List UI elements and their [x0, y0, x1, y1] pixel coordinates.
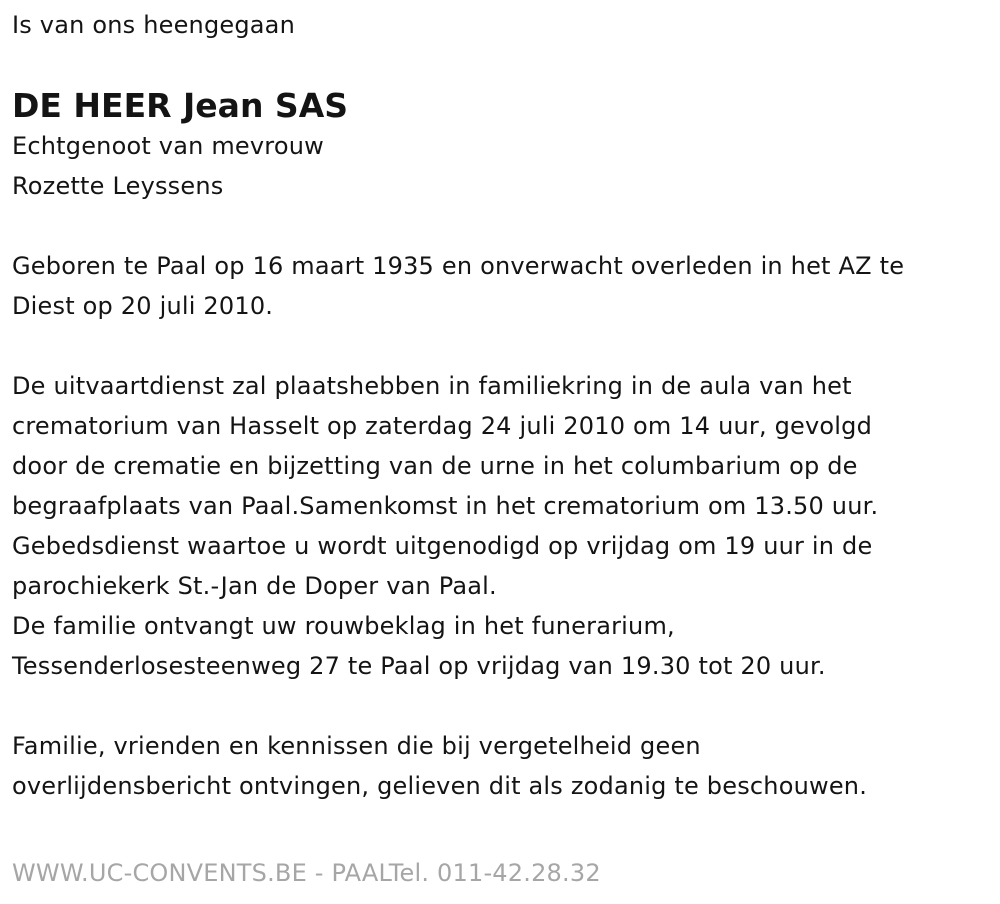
- spacer: [12, 206, 988, 246]
- spouse-block: [12, 126, 988, 206]
- paragraph-line: Gebedsdienst waartoe u wordt uitgenodigd op vrijdag om 19 uur in de: [12, 532, 873, 560]
- birth-death-paragraph: [12, 246, 988, 326]
- paragraph-line: Tessenderlosesteenweg 27 te Paal op vrijdag van 19.30 tot 20 uur.: [12, 652, 826, 680]
- paragraph-line: begraafplaats van Paal.Samenkomst in het crematorium om 13.50 uur.: [12, 492, 879, 520]
- paragraph-line: Familie, vrienden en kennissen die bij vergetelheid geen: [12, 732, 701, 760]
- spouse-line: Rozette Leyssens: [12, 172, 224, 200]
- paragraph-line: parochiekerk St.-Jan de Doper van Paal.: [12, 572, 497, 600]
- intro-text: Is van ons heengegaan: [12, 11, 296, 39]
- spouse-line: Echtgenoot van mevrouw: [12, 132, 324, 160]
- paragraph-line: door de crematie en bijzetting van de urne in het columbarium op de: [12, 452, 858, 480]
- paragraph-line: Diest op 20 juli 2010.: [12, 292, 274, 320]
- paragraph-line: crematorium van Hasselt op zaterdag 24 juli 2010 om 14 uur, gevolgd: [12, 412, 873, 440]
- spacer: [12, 686, 988, 726]
- footer-contact: WWW.UC-CONVENTS.BE - PAALTel. 011-42.28.32: [12, 859, 601, 887]
- paragraph-line: Geboren te Paal op 16 maart 1935 en onverwacht overleden in het AZ te: [12, 252, 905, 280]
- paragraph-line: overlijdensbericht ontvingen, gelieven dit als zodanig te beschouwen.: [12, 772, 868, 800]
- spacer: [12, 326, 988, 366]
- paragraph-line: De familie ontvangt uw rouwbeklag in het funerarium,: [12, 612, 675, 640]
- paragraph-line: De uitvaartdienst zal plaatshebben in familiekring in de aula van het: [12, 372, 852, 400]
- closing-paragraph: [12, 726, 988, 806]
- funeral-paragraph: [12, 366, 988, 686]
- deceased-name: DE HEER Jean SAS: [12, 86, 349, 125]
